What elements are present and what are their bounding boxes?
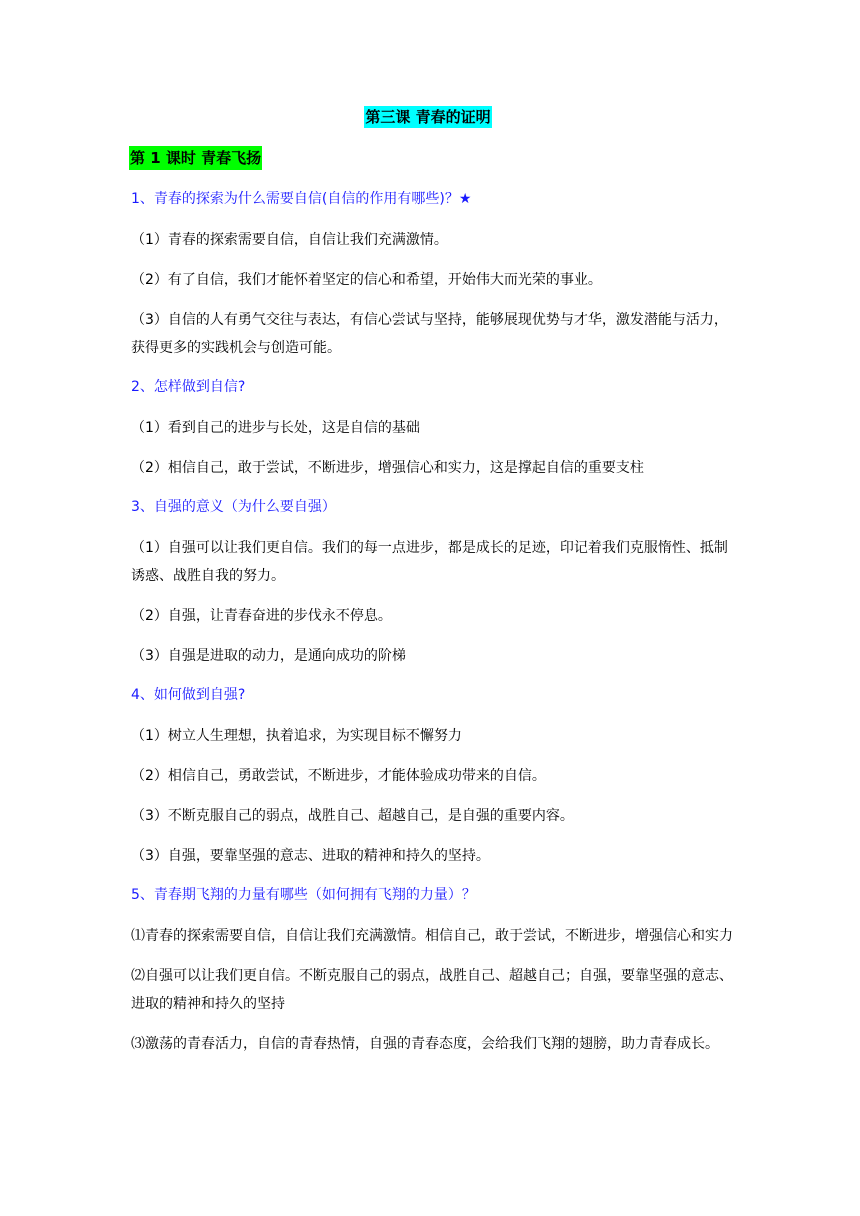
- question-heading: 4、如何做到自强?: [131, 687, 246, 703]
- answer-paragraph: ⑴青春的探索需要自信，自信让我们充满激情。相信自己，敢于尝试，不断进步，增强信心和实力: [131, 928, 733, 944]
- title-row: [0, 106, 860, 128]
- answer-paragraph: （2）相信自己，敢于尝试，不断进步，增强信心和实力，这是撑起自信的重要支柱: [131, 460, 644, 476]
- question-heading: 2、怎样做到自信?: [131, 379, 246, 395]
- answer-paragraph: （2）有了自信，我们才能怀着坚定的信心和希望，开始伟大而光荣的事业。: [131, 272, 602, 288]
- page-title: 第三课 青春的证明: [365, 108, 491, 126]
- answer-paragraph: ⑶激荡的青春活力，自信的青春热情，自强的青春态度，会给我们飞翔的翅膀，助力青春成长。: [131, 1036, 719, 1052]
- answer-paragraph: （2）相信自己，勇敢尝试，不断进步，才能体验成功带来的自信。: [131, 768, 546, 784]
- answer-paragraph: （2）自强，让青春奋进的步伐永不停息。: [131, 608, 392, 624]
- answer-paragraph: （3）自强，要靠坚强的意志、进取的精神和持久的坚持。: [131, 848, 490, 864]
- answer-paragraph: （3）自强是进取的动力，是通向成功的阶梯: [131, 648, 406, 664]
- answer-paragraph: （1）青春的探索需要自信，自信让我们充满激情。: [131, 232, 448, 248]
- lesson-subtitle: 第 1 课时 青春飞扬: [129, 146, 262, 170]
- document-content: [131, 186, 735, 1070]
- answer-paragraph: （1）自强可以让我们更自信。我们的每一点进步，都是成长的足迹，印记着我们克服惰性、抵制诱惑、战胜自我的努力。: [131, 540, 728, 584]
- question-heading: 1、青春的探索为什么需要自信(自信的作用有哪些)？★: [131, 191, 472, 207]
- answer-paragraph: （3）不断克服自己的弱点，战胜自己、超越自己，是自强的重要内容。: [131, 808, 574, 824]
- question-heading: 3、自强的意义（为什么要自强）: [131, 499, 336, 515]
- answer-paragraph: （1）树立人生理想，执着追求，为实现目标不懈努力: [131, 728, 462, 744]
- answer-paragraph: （3）自信的人有勇气交往与表达，有信心尝试与坚持，能够展现优势与才华，激发潜能与活力，获得更多的实践机会与创造可能。: [131, 312, 728, 356]
- question-heading: 5、青春期飞翔的力量有哪些（如何拥有飞翔的力量）？: [131, 887, 476, 903]
- answer-paragraph: ⑵自强可以让我们更自信。不断克服自己的弱点，战胜自己、超越自己；自强，要靠坚强的意志、进取的精神和持久的坚持: [131, 968, 733, 1012]
- answer-paragraph: （1）看到自己的进步与长处，这是自信的基础: [131, 420, 420, 436]
